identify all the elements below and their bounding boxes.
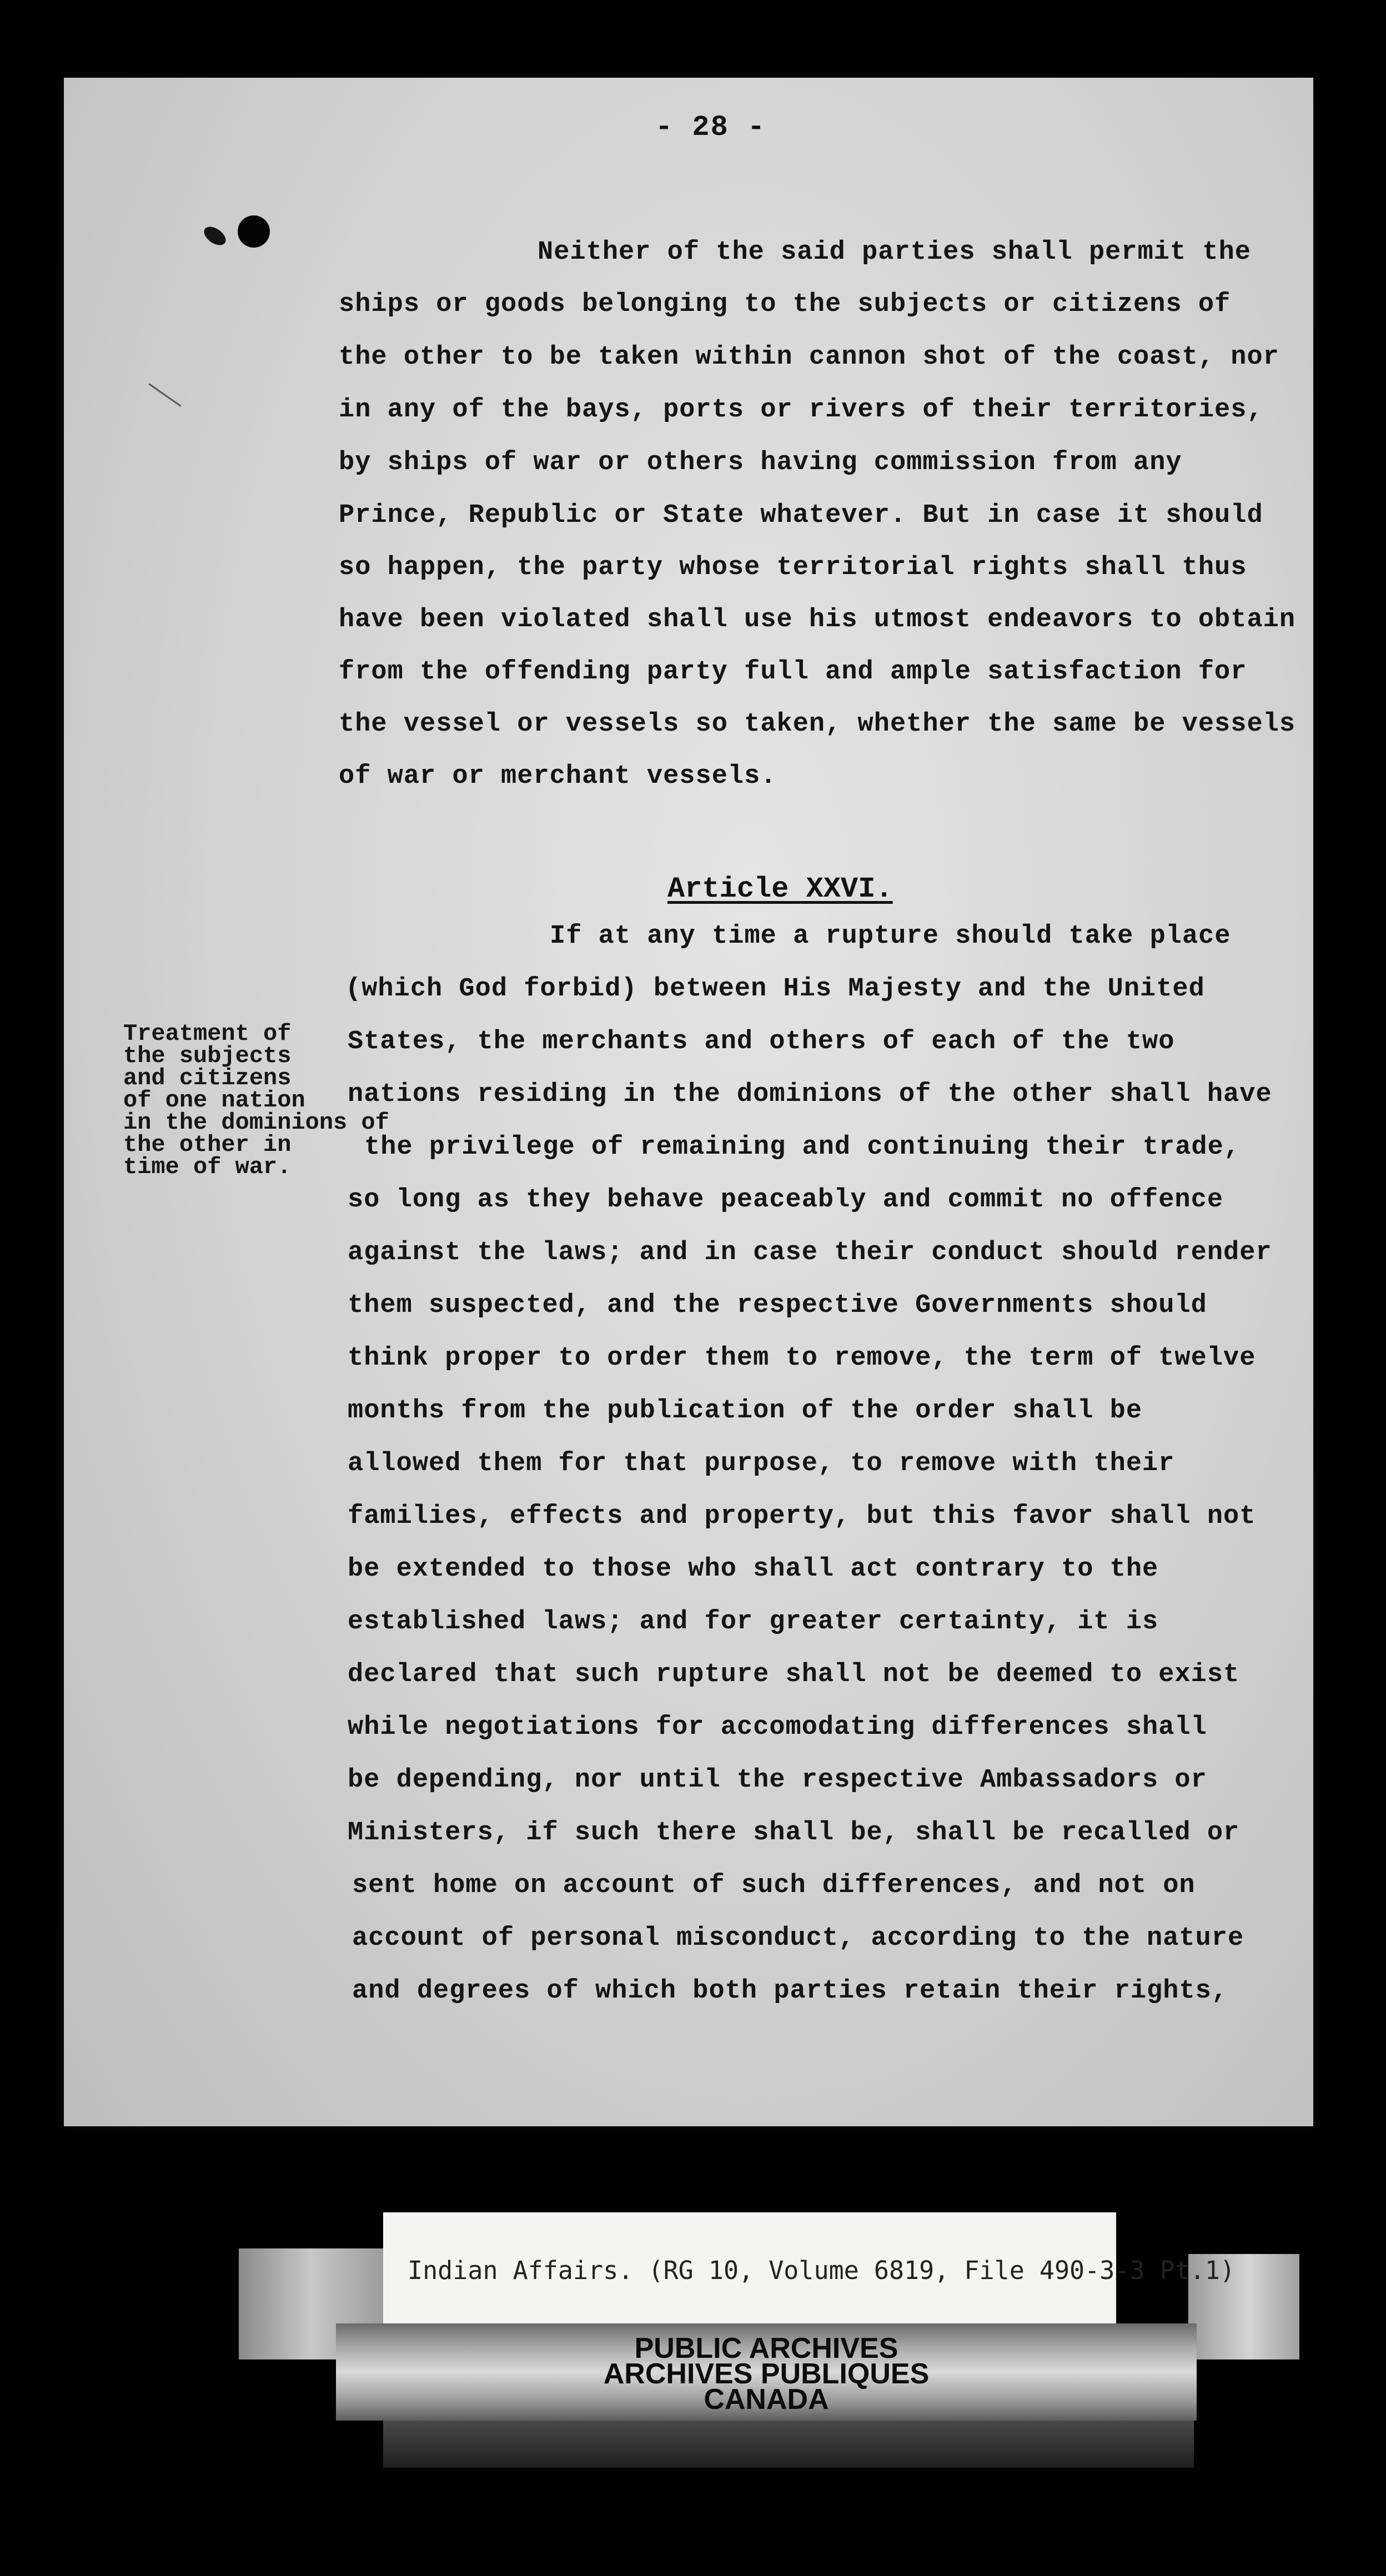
margin-note-line: the subjects bbox=[123, 1043, 292, 1069]
text-line: the privilege of remaining and continuing their trade, bbox=[364, 1133, 1241, 1162]
text-line: so happen, the party whose territorial rights shall thus bbox=[339, 553, 1247, 582]
text-line: allowed them for that purpose, to remove with their bbox=[348, 1449, 1175, 1478]
archive-stamp bbox=[336, 2323, 1197, 2421]
text-line: families, effects and property, but this favor shall not bbox=[348, 1502, 1256, 1531]
text-line: established laws; and for greater certainty, it is bbox=[348, 1607, 1159, 1637]
text-line: against the laws; and in case their conduct should render bbox=[348, 1238, 1272, 1267]
text-line: States, the merchants and others of each of the two bbox=[348, 1027, 1175, 1056]
text-line: in any of the bays, ports or rivers of their territories, bbox=[339, 395, 1263, 425]
margin-note-line: Treatment of bbox=[123, 1020, 292, 1047]
text-line: the vessel or vessels so taken, whether the same be vessels bbox=[339, 710, 1296, 739]
text-line: Prince, Republic or State whatever. But in case it should bbox=[339, 501, 1263, 530]
text-line: Ministers, if such there shall be, shall be recalled or bbox=[348, 1818, 1240, 1848]
text-line: think proper to order them to remove, the term of twelve bbox=[348, 1344, 1256, 1373]
margin-note-line: in the dominions of bbox=[123, 1109, 389, 1136]
text-line: account of personal misconduct, according to the nature bbox=[352, 1924, 1244, 1953]
text-line: Neither of the said parties shall permit the bbox=[538, 238, 1252, 267]
archive-reference-text: Indian Affairs. (RG 10, Volume 6819, File 490-3-3 Pt.1) bbox=[408, 2256, 1236, 2285]
text-line: (which God forbid) between His Majesty and the United bbox=[345, 974, 1205, 1004]
text-line: by ships of war or others having commission from any bbox=[339, 448, 1182, 477]
margin-note-line: the other in bbox=[123, 1131, 292, 1158]
text-line: sent home on account of such differences, and not on bbox=[352, 1871, 1196, 1900]
text-line: them suspected, and the respective Governments should bbox=[348, 1291, 1207, 1320]
text-line: be extended to those who shall act contrary to the bbox=[348, 1554, 1159, 1584]
text-line: nations residing in the dominions of the other shall have bbox=[348, 1080, 1272, 1109]
archive-footer-bar bbox=[383, 2421, 1194, 2468]
archive-reference-label bbox=[383, 2212, 1236, 2323]
margin-note-line: time of war. bbox=[123, 1154, 292, 1180]
stamp-line: ARCHIVES PUBLIQUES bbox=[603, 2358, 930, 2390]
text-line: months from the publication of the order shall be bbox=[348, 1396, 1143, 1426]
page-number: - 28 - bbox=[655, 111, 766, 144]
text-line: so long as they behave peaceably and commit no offence bbox=[348, 1185, 1224, 1215]
text-line: If at any time a rupture should take place bbox=[550, 922, 1231, 951]
text-line: have been violated shall use his utmost endeavors to obtain bbox=[339, 605, 1296, 635]
text-line: be depending, nor until the respective Ambassadors or bbox=[348, 1765, 1207, 1795]
article-heading: Article XXVI. bbox=[667, 873, 893, 905]
text-line: ships or goods belonging to the subjects or citizens of bbox=[339, 290, 1231, 319]
margin-note-line: and citizens bbox=[123, 1065, 292, 1091]
margin-note-line: of one nation bbox=[123, 1087, 305, 1114]
margin-note bbox=[123, 1020, 389, 1180]
text-line: from the offending party full and ample satisfaction for bbox=[339, 657, 1247, 687]
stamp-line: PUBLIC ARCHIVES bbox=[634, 2332, 898, 2364]
text-line: while negotiations for accomodating differences shall bbox=[348, 1713, 1207, 1742]
stamp-line: CANADA bbox=[704, 2383, 829, 2416]
text-line: of war or merchant vessels. bbox=[339, 762, 777, 791]
text-line: the other to be taken within cannon shot of the coast, nor bbox=[339, 343, 1279, 372]
text-line: declared that such rupture shall not be deemed to exist bbox=[348, 1660, 1240, 1689]
text-line: and degrees of which both parties retain their rights, bbox=[352, 1976, 1228, 2006]
ink-blot bbox=[238, 215, 270, 248]
